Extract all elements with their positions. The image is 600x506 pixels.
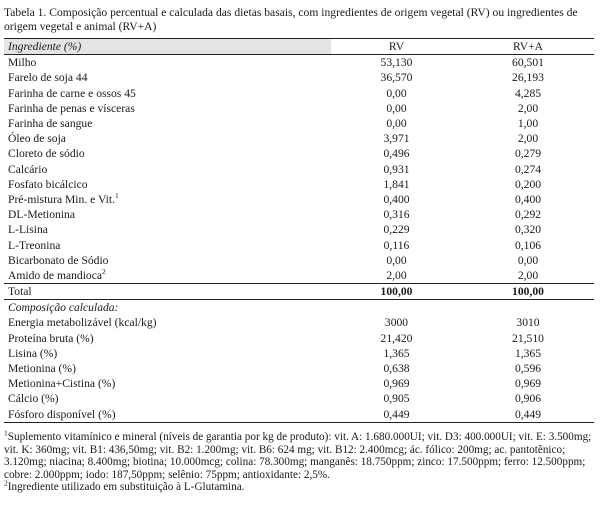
ingredient-row <box>4 116 594 131</box>
ingredient-row <box>4 268 594 284</box>
row-label <box>4 162 331 177</box>
cell-rv: 0,00 <box>386 253 407 267</box>
ingredient-row <box>4 131 594 146</box>
cell-rva: 1,00 <box>517 117 539 131</box>
table-header-row <box>4 39 594 55</box>
row-label <box>4 55 331 71</box>
row-label <box>4 237 331 252</box>
row-label-text: Lisina (%) <box>8 346 58 360</box>
ingredient-row <box>4 162 594 177</box>
cell-rva: 26,193 <box>512 71 544 85</box>
cell-rv: 0,316 <box>383 208 410 222</box>
cell-rv: 0,400 <box>383 192 410 206</box>
cell-rva: 2,00 <box>517 132 539 146</box>
header-rv: RV <box>331 39 462 55</box>
cell-rva: 0,906 <box>514 392 542 406</box>
cell-rva: 4,285 <box>514 86 542 100</box>
row-label-text: Proteína bruta (%) <box>8 331 94 345</box>
row-label <box>4 346 331 361</box>
ingredient-row <box>4 86 594 101</box>
cell-rva: 1,365 <box>514 346 542 360</box>
cell-rva: 0,200 <box>514 177 542 191</box>
total-label: Total <box>8 285 32 299</box>
ingredient-row <box>4 70 594 85</box>
total-body <box>4 284 594 316</box>
row-label <box>4 391 331 406</box>
row-label <box>4 116 331 131</box>
row-label <box>4 331 331 346</box>
header-rva: RV+A <box>462 39 594 55</box>
footnote-1-mark: 1 <box>4 428 8 438</box>
ingredient-row <box>4 146 594 161</box>
ingredient-row <box>4 101 594 116</box>
cell-rva: 0,00 <box>517 253 539 267</box>
total-rv: 100,00 <box>380 285 413 299</box>
row-label-text: Pré-mistura Min. e Vit. <box>8 192 115 206</box>
cell-rv: 53,130 <box>380 56 413 70</box>
calc-header-row <box>4 300 594 316</box>
row-label-text: Farinha de sangue <box>8 117 93 131</box>
row-label <box>4 192 331 207</box>
calc-header: Composição calculada: <box>8 301 119 315</box>
footnote-marker: 1 <box>114 191 119 201</box>
cell-rv: 0,449 <box>383 407 410 421</box>
table-caption: Tabela 1. Composição percentual e calculada das dietas basais, com ingredientes de origem vegetal (RV) ou ingredientes de origem vegetal e animal (RV+A) <box>4 6 578 33</box>
calculated-row <box>4 331 594 346</box>
cell-rva: 2,00 <box>517 268 539 282</box>
row-label-text: L-Lisina <box>8 223 48 237</box>
calculated-body <box>4 315 594 422</box>
cell-rv: 0,931 <box>383 162 410 176</box>
row-label-text: Cálcio (%) <box>8 392 59 406</box>
cell-rv: 0,229 <box>383 223 410 237</box>
row-label-text: Amido de mandioca <box>8 268 103 282</box>
calculated-row <box>4 315 594 330</box>
calculated-row <box>4 407 594 423</box>
calculated-row <box>4 391 594 406</box>
row-label-text: Cloreto de sódio <box>8 147 85 161</box>
row-label-text: Óleo de soja <box>8 132 66 146</box>
row-label <box>4 101 331 116</box>
cell-rv: 0,00 <box>386 101 407 115</box>
cell-rva: 0,274 <box>514 162 542 176</box>
footnotes <box>4 428 596 494</box>
total-row <box>4 284 594 300</box>
row-label-text: Metionina+Cistina (%) <box>8 377 116 391</box>
cell-rva: 0,969 <box>514 377 542 391</box>
cell-rva: 2,00 <box>517 101 539 115</box>
cell-rva: 21,510 <box>512 331 544 345</box>
diet-composition-table <box>4 38 594 423</box>
ingredient-row <box>4 222 594 237</box>
row-label <box>4 361 331 376</box>
row-label-text: Metionina (%) <box>8 362 76 376</box>
footnote-1-text: Suplemento vitamínico e mineral (níveis de garantia por kg de produto): vit. A: 1.680.000UI; vit. D3: 400.000UI; vit. E: 3.500mg; vit. K: 360mg; vit. B1: 436,50mg; vit. B2: 1.200mg; vit. B6: 624 mg; vit. B12: 2.400mcg; ác. fólico: 200mg; ac. pantotênico; 3.120mg; niacina; 8.400mg; biotina; 10.000mcg; colina: 78.300mg; manganês: 18.750ppm; zinco: 17.500ppm; ferro: 12.500ppm; cobre: 2.000ppm; iodo: 187,50ppm; selênio: 75ppm; antioxidante: 2,5%. <box>4 431 592 481</box>
row-label <box>4 86 331 101</box>
calculated-row <box>4 346 594 361</box>
footnote-1 <box>4 428 596 481</box>
cell-rv: 1,365 <box>383 346 410 360</box>
cell-rva: 0,596 <box>514 362 542 376</box>
row-label-text: Bicarbonato de Sódio <box>8 253 109 267</box>
cell-rv: 3000 <box>384 316 409 330</box>
calculated-row <box>4 361 594 376</box>
ingredient-row <box>4 55 594 71</box>
cell-rva: 0,449 <box>514 407 542 421</box>
ingredient-row <box>4 207 594 222</box>
row-label <box>4 70 331 85</box>
ingredient-row <box>4 253 594 268</box>
footnote-2 <box>4 478 596 494</box>
cell-rv: 0,496 <box>383 147 410 161</box>
cell-rv: 36,570 <box>380 71 413 85</box>
row-label <box>4 146 331 161</box>
ingredients-body <box>4 55 594 284</box>
row-label-text: Farinha de carne e ossos 45 <box>8 86 136 100</box>
row-label <box>4 407 331 423</box>
row-label <box>4 315 331 330</box>
cell-rva: 0,279 <box>514 147 542 161</box>
cell-rv: 2,00 <box>386 268 407 282</box>
row-label <box>4 253 331 268</box>
row-label-text: Calcário <box>8 162 48 176</box>
row-label <box>4 222 331 237</box>
cell-rv: 0,905 <box>383 392 410 406</box>
header-ingredient: Ingrediente (%) <box>4 39 331 55</box>
row-label-text: Milho <box>8 56 37 70</box>
row-label <box>4 207 331 222</box>
cell-rv: 21,420 <box>380 331 413 345</box>
calculated-row <box>4 376 594 391</box>
ingredient-row <box>4 192 594 207</box>
row-label-text: Farelo de soja 44 <box>8 71 88 85</box>
row-label-text: Fósforo disponível (%) <box>8 407 116 421</box>
row-label <box>4 268 331 284</box>
ingredient-row <box>4 237 594 252</box>
cell-rv: 0,00 <box>386 86 407 100</box>
cell-rva: 0,106 <box>514 238 542 252</box>
row-label <box>4 131 331 146</box>
cell-rva: 60,501 <box>512 56 544 70</box>
row-label <box>4 376 331 391</box>
row-label <box>4 177 331 192</box>
cell-rva: 0,320 <box>514 223 542 237</box>
row-label-text: DL-Metionina <box>8 208 75 222</box>
cell-rv: 0,00 <box>386 117 407 131</box>
row-label-text: Farinha de penas e vísceras <box>8 101 135 115</box>
row-label-text: L-Treonina <box>8 238 61 252</box>
cell-rv: 0,969 <box>383 377 410 391</box>
ingredient-row <box>4 177 594 192</box>
cell-rva: 0,400 <box>514 192 542 206</box>
row-label-text: Fosfato bicálcico <box>8 177 88 191</box>
cell-rv: 0,638 <box>383 362 410 376</box>
cell-rva: 3010 <box>516 316 540 330</box>
cell-rv: 3,971 <box>383 132 410 146</box>
cell-rv: 0,116 <box>383 238 410 252</box>
total-rva: 100,00 <box>512 285 544 299</box>
row-label-text: Energia metabolizável (kcal/kg) <box>8 316 157 330</box>
cell-rva: 0,292 <box>514 208 542 222</box>
footnote-2-text: Ingrediente utilizado em substituição à L-Glutamina. <box>7 481 245 494</box>
footnote-2-mark: 2 <box>4 478 8 488</box>
footnote-marker: 2 <box>102 267 106 277</box>
cell-rv: 1,841 <box>383 177 410 191</box>
